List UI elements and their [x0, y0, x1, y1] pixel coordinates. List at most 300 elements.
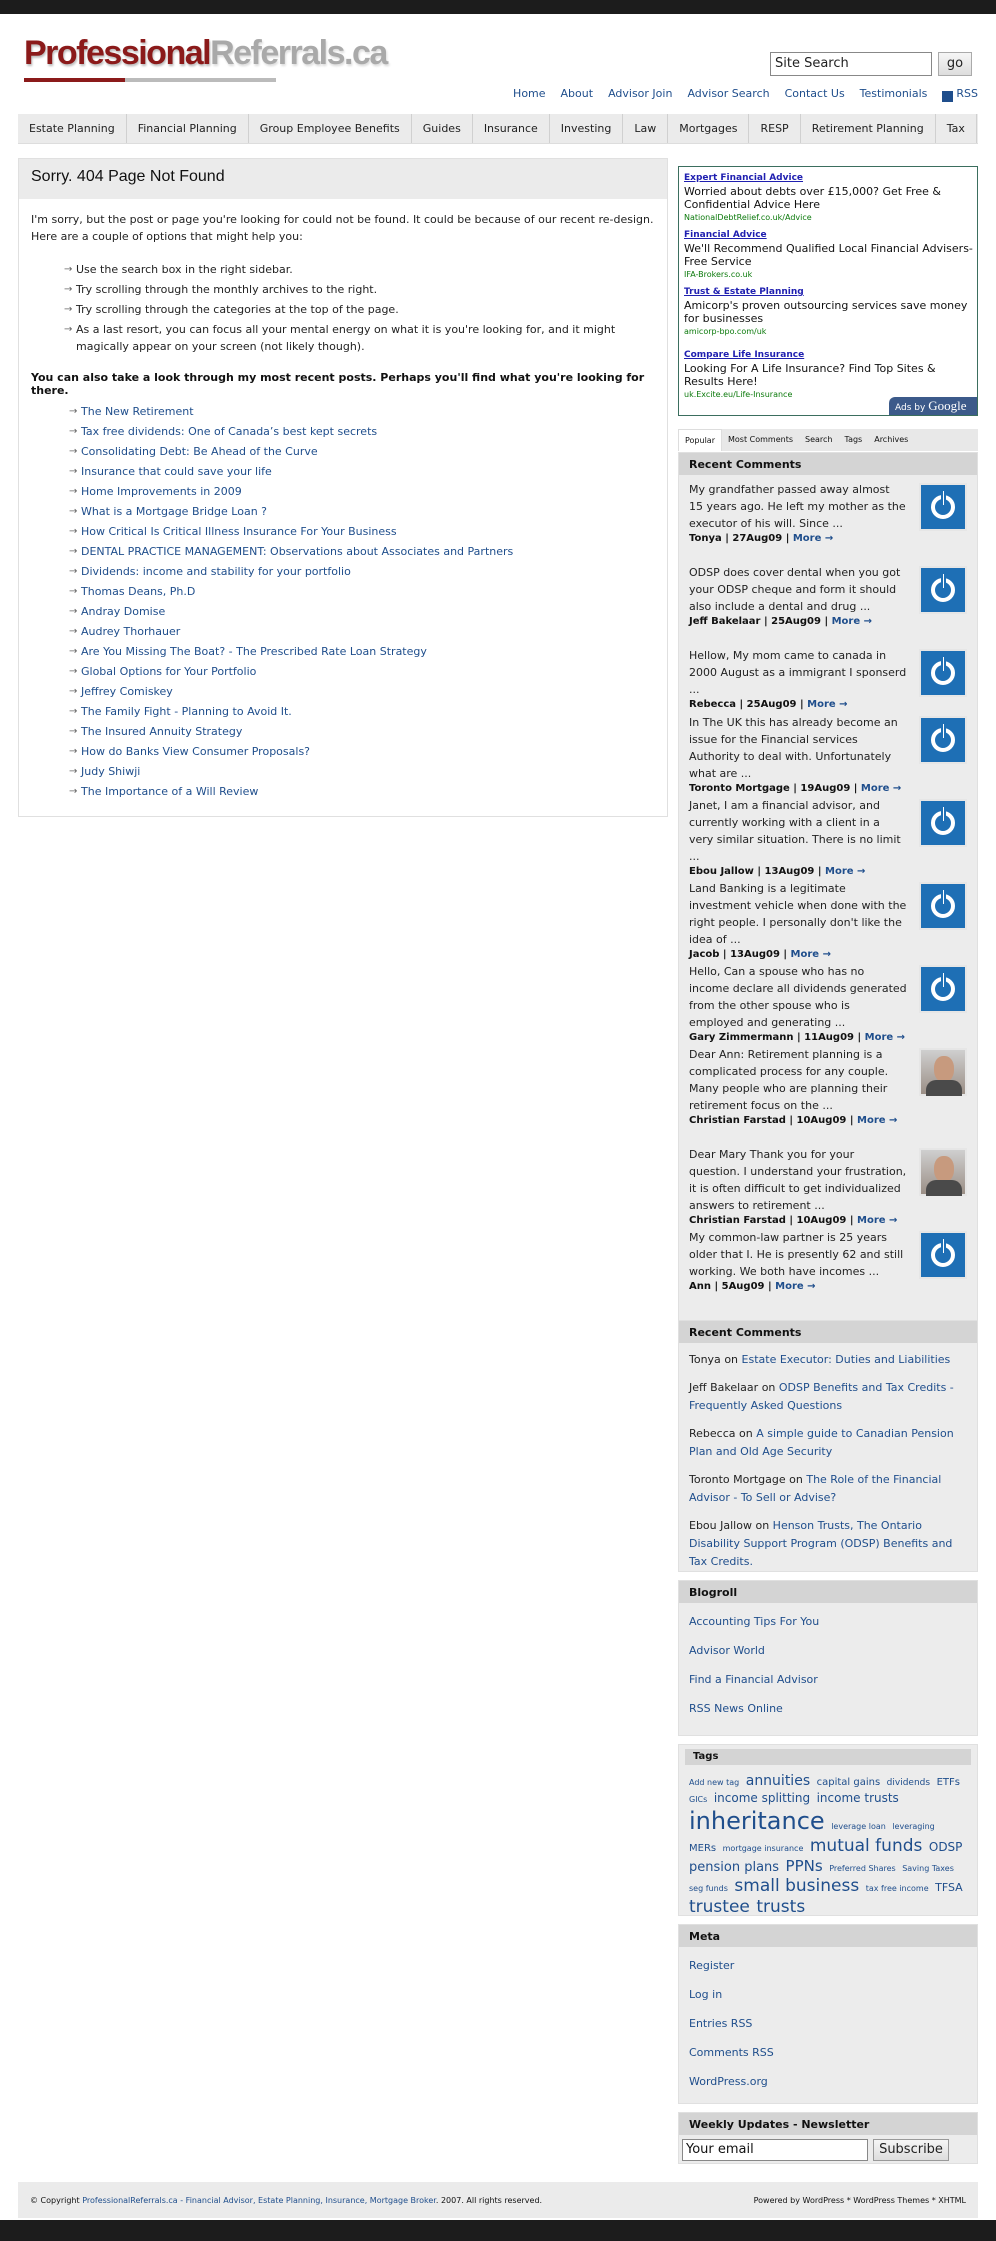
comment-date: 10Aug09 [796, 1215, 847, 1226]
comment-meta: Rebecca | 25Aug09 | More → [689, 699, 848, 710]
tag-link[interactable]: income trusts [816, 1790, 899, 1805]
recent-post-link[interactable]: Insurance that could save your life [81, 465, 272, 478]
list-item[interactable] [69, 665, 659, 685]
footer [18, 2182, 978, 2218]
ad-desc: We'll Recommend Qualified Local Financial Advisers-Free Service [684, 242, 973, 268]
tag-link[interactable]: leverage loan [831, 1821, 886, 1831]
more-link[interactable]: More [831, 616, 861, 627]
nav-tax[interactable]: Tax [936, 114, 977, 143]
comment-excerpt: ODSP does cover dental when you got your ODSP cheque and form it should also include a dental and drug ... [689, 566, 901, 613]
more-link[interactable]: More [860, 783, 890, 794]
nav-mortgages[interactable]: Mortgages [668, 114, 749, 143]
logo-part1: Professional [24, 34, 211, 72]
comment-meta: Toronto Mortgage | 19Aug09 | More → [689, 783, 902, 794]
comment-date: 11Aug09 [804, 1032, 855, 1043]
recent-post-link[interactable]: Jeffrey Comiskey [81, 685, 173, 698]
nav-insurance[interactable]: Insurance [473, 114, 550, 143]
avatar[interactable] [919, 483, 967, 531]
comment-meta: Ebou Jallow | 13Aug09 | More → [689, 866, 866, 877]
toplink-advisor-search[interactable]: Advisor Search [687, 87, 770, 100]
arrow-icon: → [69, 586, 78, 597]
tip-text: Try scrolling through the monthly archives to the right. [76, 283, 378, 296]
recent-post-link[interactable]: Thomas Deans, Ph.D [81, 585, 196, 598]
tag-link[interactable]: mortgage insurance [722, 1843, 804, 1853]
list-item[interactable] [69, 425, 659, 445]
arrow-right-icon: → [819, 949, 831, 960]
arrow-icon: → [64, 264, 73, 275]
ads-by-prefix: Ads by [895, 403, 926, 413]
nav-retirement-planning[interactable]: Retirement Planning [801, 114, 936, 143]
recent-post-link[interactable]: Consolidating Debt: Be Ahead of the Curve [81, 445, 318, 458]
bottom-strip [0, 2220, 996, 2241]
tag-link[interactable]: seg funds [689, 1884, 728, 1893]
tag-link[interactable]: PPNs [785, 1856, 823, 1875]
list-item[interactable] [69, 745, 659, 765]
avatar[interactable] [919, 1231, 967, 1279]
nav-law[interactable]: Law [623, 114, 668, 143]
more-link[interactable]: More [857, 1215, 886, 1226]
arrow-icon: → [69, 706, 78, 717]
recent-post-link[interactable]: The Importance of a Will Review [81, 785, 259, 798]
ad-item[interactable] [684, 349, 974, 401]
comment-item [689, 1146, 969, 1226]
comment-excerpt: Janet, I am a financial advisor, and currently working with a client in a very similar situation. There is no limit ... [689, 799, 901, 863]
comment-excerpt: Hello, Can a spouse who has no income declare all dividends generated from the other spouse who is employed and generating ... [689, 965, 907, 1029]
arrow-icon: → [69, 766, 78, 777]
list-item [689, 1379, 969, 1415]
comment-author: Rebecca [689, 699, 737, 710]
recent-post-link[interactable]: How do Banks View Consumer Proposals? [81, 745, 311, 758]
power-bar [941, 574, 946, 588]
list-item [689, 1517, 969, 1571]
comment-post-link[interactable]: A simple guide to Canadian Pension Plan and Old Age Security [689, 1427, 954, 1458]
nav-investing[interactable]: Investing [550, 114, 624, 143]
arrow-icon: → [64, 304, 73, 315]
ads-by-google[interactable] [889, 397, 977, 415]
newsletter-email-input[interactable]: Your email [682, 2139, 868, 2161]
list-item [64, 321, 660, 355]
comment-post-link[interactable]: ODSP Benefits and Tax Credits - Frequently Asked Questions [689, 1381, 954, 1412]
arrow-right-icon: → [885, 1115, 898, 1126]
top-strip [0, 0, 996, 14]
ad-desc: Looking For A Life Insurance? Find Top Sites & Results Here! [684, 362, 936, 388]
comment-date: 19Aug09 [800, 783, 851, 794]
tag-link[interactable]: mutual funds [809, 1835, 923, 1856]
list-item[interactable] [69, 405, 659, 425]
tag-link[interactable]: small business [734, 1876, 860, 1896]
comment-meta: Jeff Bakelaar | 25Aug09 | More → [689, 616, 873, 627]
power-bar [941, 890, 946, 904]
widget-title: Recent Comments [679, 1321, 977, 1343]
comment-post-link[interactable]: The Role of the Financial Advisor - To Sell or Advise? [689, 1473, 942, 1504]
comment-item [689, 1229, 969, 1292]
tag-link[interactable]: annuities [745, 1773, 811, 1789]
comment-author: Ann [689, 1281, 711, 1292]
tag-link[interactable]: Preferred Shares [829, 1863, 896, 1873]
arrow-icon: → [69, 666, 78, 677]
arrow-icon: → [69, 786, 78, 797]
tip-text: Use the search box in the right sidebar. [76, 263, 293, 276]
comment-author: Ebou Jallow [689, 1519, 752, 1532]
avatar[interactable] [919, 566, 967, 614]
recent-post-link[interactable]: Global Options for Your Portfolio [81, 665, 257, 678]
list-item[interactable] [69, 645, 659, 665]
comment-item [689, 647, 969, 710]
tag-link[interactable]: inheritance [689, 1806, 825, 1835]
comment-author: Christian Farstad [689, 1115, 786, 1126]
comment-meta: Christian Farstad | 10Aug09 | More → [689, 1115, 898, 1126]
tag-link[interactable]: trustee [689, 1897, 750, 1918]
comment-excerpt: My common-law partner is 25 years older that I. He is presently 62 and still working. We both have incomes ... [689, 1231, 904, 1278]
tab-tags[interactable]: Tags [844, 435, 863, 444]
ad-title[interactable]: Compare Life Insurance [684, 350, 805, 360]
comment-author: Gary Zimmermann [689, 1032, 794, 1043]
page [0, 14, 996, 2220]
blogroll-link[interactable]: Advisor World [689, 1644, 765, 1657]
search-go-button[interactable]: go [938, 52, 972, 76]
arrow-icon: → [69, 526, 78, 537]
comment-author: Toronto Mortgage [689, 783, 790, 794]
comment-item [689, 564, 969, 627]
toplink-rss[interactable] [942, 87, 978, 102]
comment-meta: Tonya | 27Aug09 | More → [689, 533, 834, 544]
logo-part2: Referrals.ca [210, 34, 387, 72]
tag-link[interactable]: leveraging [892, 1821, 935, 1831]
category-nav [18, 114, 978, 144]
toplink-advisor-join[interactable]: Advisor Join [608, 87, 673, 100]
arrow-icon: → [69, 746, 78, 757]
list-item[interactable] [69, 785, 659, 805]
comment-date: 25Aug09 [746, 699, 797, 710]
more-link[interactable]: More [825, 866, 854, 877]
recent-posts-list [69, 405, 659, 805]
rss-icon: ◉ [943, 91, 952, 101]
comment-date: 25Aug09 [771, 616, 821, 627]
blogroll-widget [678, 1580, 978, 1736]
list-item[interactable] [69, 765, 659, 785]
meta-link[interactable]: WordPress.org [689, 2075, 768, 2088]
ad-title[interactable]: Trust & Estate Planning [684, 287, 804, 297]
recent-post-link[interactable]: Are You Missing The Boat? - The Prescribed Rate Loan Strategy [81, 645, 427, 658]
power-bar [941, 724, 946, 738]
toplink-rss-label: RSS [956, 87, 978, 100]
comment-item [689, 714, 969, 794]
arrow-icon: → [69, 626, 78, 637]
comment-excerpt: In The UK this has already become an issue for the Financial services Authority to deal with. Unfortunately what are ... [689, 716, 898, 780]
site-search-input[interactable]: Site Search [770, 52, 932, 76]
recent-post-link[interactable]: Audrey Thorhauer [81, 625, 181, 638]
ad-item[interactable] [684, 229, 974, 281]
tag-cloud [689, 1773, 971, 1919]
power-bar [941, 491, 946, 505]
tag-link[interactable]: pension plans [689, 1859, 780, 1875]
comment-date: 13Aug09 [730, 949, 780, 960]
widget-title: Blogroll [679, 1581, 977, 1603]
tag-link[interactable]: trusts [756, 1897, 806, 1918]
blogroll-link[interactable]: Accounting Tips For You [689, 1615, 820, 1628]
page-title: Sorry. 404 Page Not Found [19, 159, 667, 199]
list-item[interactable] [69, 625, 659, 645]
toplink-testimonials[interactable]: Testimonials [859, 87, 928, 100]
main-content [18, 158, 668, 817]
arrow-icon: → [69, 566, 78, 577]
more-link[interactable]: More [857, 1115, 886, 1126]
meta-link[interactable]: Entries RSS [689, 2017, 753, 2030]
comment-post-link[interactable]: Henson Trusts, The Ontario Disability Support Program (ODSP) Benefits and Tax Credits. [689, 1519, 953, 1568]
comment-author: Toronto Mortgage [689, 1473, 786, 1486]
arrow-right-icon: → [885, 1215, 898, 1226]
more-link[interactable]: More [792, 533, 822, 544]
tag-link[interactable]: Saving Taxes [902, 1863, 954, 1873]
avatar[interactable] [919, 716, 967, 764]
comment-item [689, 1046, 969, 1126]
more-link[interactable]: More [807, 699, 836, 710]
comment-on: on [789, 1473, 803, 1486]
ad-title[interactable]: Expert Financial Advice [684, 173, 804, 183]
arrow-icon: → [64, 324, 73, 335]
tip-text: As a last resort, you can focus all your mental energy on what it is you're looking for, and it might magically appear on your screen (not likely though). [76, 323, 616, 353]
more-link[interactable]: More [775, 1281, 804, 1292]
tag-link[interactable]: Add new tag [689, 1778, 740, 1787]
ad-url[interactable]: uk.Excite.eu/Life-Insurance [684, 390, 793, 399]
power-bar [941, 657, 946, 671]
nav-estate-planning[interactable]: Estate Planning [18, 114, 127, 143]
ad-url[interactable]: NationalDebtRelief.co.uk/Advice [684, 213, 812, 222]
recent-posts-intro: You can also take a look through my most recent posts. Perhaps you'll find what you're looking for there. [31, 371, 645, 397]
footer-site-link[interactable]: ProfessionalReferrals.ca - Financial Advisor, Estate Planning, Insurance, Mortgage Broker [82, 2196, 436, 2205]
list-item [64, 281, 660, 298]
arrow-right-icon: → [853, 866, 866, 877]
avatar[interactable] [919, 882, 967, 930]
ad-block [678, 166, 978, 416]
comment-meta: Gary Zimmermann | 11Aug09 | More → [689, 1032, 906, 1043]
more-link[interactable]: More [864, 1032, 894, 1043]
arrow-icon: → [69, 606, 78, 617]
list-item[interactable] [69, 605, 659, 625]
nav-resp[interactable]: RESP [749, 114, 800, 143]
recent-post-link[interactable]: The Family Fight - Planning to Avoid It. [81, 705, 292, 718]
comment-item [689, 963, 969, 1043]
intro-text: I'm sorry, but the post or page you're looking for could not be found. It could be because of our recent re-design. Here are a couple of options that might help you: [31, 213, 654, 243]
arrow-icon: → [69, 466, 78, 477]
arrow-icon: → [69, 426, 78, 437]
ad-item[interactable] [684, 172, 974, 224]
list-item[interactable] [69, 685, 659, 705]
arrow-icon: → [69, 546, 78, 557]
ad-item[interactable] [684, 286, 974, 338]
copyright-suffix: . 2007. All rights reserved. [435, 2196, 543, 2205]
comment-on: on [739, 1427, 753, 1440]
comment-meta: Jacob | 13Aug09 | More → [689, 949, 831, 960]
comment-item [689, 797, 969, 877]
tag-link[interactable]: ODSP [928, 1839, 963, 1854]
meta-widget [678, 1924, 978, 2104]
power-bar [941, 973, 946, 987]
list-item[interactable] [69, 505, 659, 525]
arrow-right-icon: → [821, 533, 834, 544]
comment-author: Jacob [689, 949, 720, 960]
tag-link[interactable]: TFSA [935, 1881, 963, 1894]
sidebar-tabs [678, 429, 978, 451]
comment-author: Tonya [689, 1353, 721, 1366]
power-bar [941, 807, 946, 821]
widget-title: Meta [679, 1925, 977, 1947]
list-item[interactable] [69, 705, 659, 725]
tag-link[interactable]: MERs [689, 1842, 717, 1854]
footer-powered-by[interactable]: Powered by WordPress * WordPress Themes * XHTML [753, 2196, 966, 2205]
blogroll-link[interactable]: RSS News Online [689, 1702, 783, 1715]
site-logo[interactable] [24, 34, 387, 82]
meta-link[interactable]: Register [689, 1959, 735, 1972]
tag-link[interactable]: capital gains [816, 1777, 881, 1788]
arrow-icon: → [69, 406, 78, 417]
meta-link[interactable]: Log in [689, 1988, 723, 2001]
recent-post-link[interactable]: Andray Domise [81, 605, 166, 618]
list-item[interactable] [69, 565, 659, 585]
tab-search[interactable]: Search [805, 435, 833, 444]
recent-post-link[interactable]: The Insured Annuity Strategy [81, 725, 243, 738]
arrow-right-icon: → [860, 616, 873, 627]
list-item[interactable] [69, 525, 659, 545]
arrow-icon: → [69, 726, 78, 737]
arrow-icon: → [69, 646, 78, 657]
comment-date: 13Aug09 [764, 866, 815, 877]
blogroll-link[interactable]: Find a Financial Advisor [689, 1673, 818, 1686]
list-item[interactable] [69, 725, 659, 745]
comment-date: 27Aug09 [732, 533, 783, 544]
recent-post-link[interactable]: Home Improvements in 2009 [81, 485, 242, 498]
recent-post-link[interactable]: Dividends: income and stability for your portfolio [81, 565, 351, 578]
footer-copyright [30, 2196, 542, 2205]
ad-url[interactable]: IFA-Brokers.co.uk [684, 270, 753, 279]
recent-post-link[interactable]: The New Retirement [81, 405, 194, 418]
list-item[interactable] [69, 545, 659, 565]
comment-meta: Ann | 5Aug09 | More → [689, 1281, 816, 1292]
list-item[interactable] [69, 585, 659, 605]
avatar-body [926, 1080, 962, 1096]
nav-guides[interactable]: Guides [412, 114, 473, 143]
tag-link[interactable]: ETFs [936, 1777, 960, 1788]
recent-post-link[interactable]: Judy Shiwji [81, 765, 141, 778]
recent-comments-list-widget [678, 1320, 978, 1572]
tag-link[interactable]: tax free income [865, 1884, 929, 1893]
tags-widget [678, 1744, 978, 1916]
comment-post-link[interactable]: Estate Executor: Duties and Liabilities [741, 1353, 951, 1366]
avatar[interactable] [919, 965, 967, 1013]
recent-post-link[interactable]: DENTAL PRACTICE MANAGEMENT: Observations about Associates and Partners [81, 545, 514, 558]
comment-author: Ebou Jallow [689, 866, 754, 877]
tab-most-comments[interactable]: Most Comments [728, 435, 794, 444]
comment-excerpt: Dear Mary Thank you for your question. I understand your frustration, it is often difficult to get individualized answers to retirement ... [689, 1148, 907, 1212]
widget-title: Recent Comments [679, 453, 977, 475]
comment-author: Jeff Bakelaar [689, 1381, 759, 1394]
list-item[interactable] [69, 445, 659, 465]
toplink-home[interactable]: Home [513, 87, 546, 100]
arrow-right-icon: → [803, 1281, 816, 1292]
arrow-right-icon: → [889, 783, 902, 794]
avatar-body [926, 1180, 962, 1196]
comment-author: Tonya [689, 533, 722, 544]
logo-underline [24, 78, 276, 82]
nav-financial-planning[interactable]: Financial Planning [127, 114, 249, 143]
comment-date: 10Aug09 [796, 1115, 847, 1126]
avatar[interactable] [919, 649, 967, 697]
comment-date: 5Aug09 [721, 1281, 765, 1292]
list-item[interactable] [69, 485, 659, 505]
arrow-icon: → [69, 686, 78, 697]
toplink-about[interactable]: About [560, 87, 594, 100]
ad-desc: Worried about debts over £15,000? Get Free & Confidential Advice Here [684, 185, 941, 211]
comment-meta: Christian Farstad | 10Aug09 | More → [689, 1215, 898, 1226]
recent-comments-widget [678, 452, 978, 1324]
comment-item [689, 481, 969, 544]
ad-url[interactable]: amicorp-bpo.com/uk [684, 327, 767, 336]
newsletter-widget [678, 2112, 978, 2164]
top-links [513, 87, 978, 102]
list-item [689, 1351, 969, 1369]
recent-post-link[interactable]: Tax free dividends: One of Canada’s best kept secrets [81, 425, 378, 438]
recent-post-link[interactable]: What is a Mortgage Bridge Loan ? [81, 505, 268, 518]
avatar[interactable] [919, 1148, 967, 1196]
arrow-icon: → [64, 284, 73, 295]
tips-list [64, 261, 660, 358]
meta-link[interactable]: Comments RSS [689, 2046, 774, 2059]
comment-excerpt: Hellow, My mom came to canada in 2000 August as a immigrant I sponserd ... [689, 649, 907, 696]
avatar-face [934, 1156, 954, 1182]
recent-post-link[interactable]: How Critical Is Critical Illness Insurance For Your Business [81, 525, 397, 538]
comment-on: on [755, 1519, 770, 1532]
power-bar [941, 1239, 946, 1253]
avatar-face [934, 1056, 954, 1082]
comment-author: Christian Farstad [689, 1215, 786, 1226]
tag-link[interactable]: dividends [886, 1778, 931, 1788]
list-item [64, 261, 660, 278]
ad-desc: Amicorp's proven outsourcing services save money for businesses [684, 299, 968, 325]
copyright-prefix: © Copyright [30, 2196, 80, 2205]
arrow-right-icon: → [835, 699, 848, 710]
toplink-contact-us[interactable]: Contact Us [784, 87, 845, 100]
arrow-icon: → [69, 446, 78, 457]
comment-excerpt: My grandfather passed away almost 15 years ago. He left my mother as the executor of his will. Since ... [689, 483, 906, 530]
tab-archives[interactable]: Archives [874, 435, 909, 444]
arrow-icon: → [69, 506, 78, 517]
tab-popular[interactable]: Popular [678, 429, 722, 451]
comment-item [689, 880, 969, 960]
nav-group-employee-benefits[interactable]: Group Employee Benefits [249, 114, 412, 143]
arrow-right-icon: → [893, 1032, 906, 1043]
comment-author: Rebecca [689, 1427, 736, 1440]
list-item [64, 301, 660, 318]
arrow-icon: → [69, 486, 78, 497]
tag-link[interactable]: GICs [689, 1794, 708, 1804]
comment-on: on [724, 1353, 739, 1366]
list-item[interactable] [69, 465, 659, 485]
comment-excerpt: Land Banking is a legitimate investment vehicle when done with the right people. I personally don't like the idea of ... [689, 882, 907, 946]
ads-by-brand: Google [928, 398, 967, 413]
subscribe-button[interactable]: Subscribe [873, 2139, 949, 2161]
comment-excerpt: Dear Ann: Retirement planning is a complicated process for any couple. Many people who are planning their retirement focus on the ... [689, 1048, 889, 1112]
tag-link[interactable]: income splitting [713, 1790, 811, 1805]
avatar[interactable] [919, 799, 967, 847]
list-item [689, 1471, 969, 1507]
tip-text: Try scrolling through the categories at the top of the page. [76, 303, 399, 316]
widget-title: Weekly Updates - Newsletter [679, 2113, 977, 2135]
avatar[interactable] [919, 1048, 967, 1096]
comment-author: Jeff Bakelaar [689, 616, 761, 627]
list-item [689, 1425, 969, 1461]
more-link[interactable]: More [790, 949, 820, 960]
ad-title[interactable]: Financial Advice [684, 230, 767, 240]
